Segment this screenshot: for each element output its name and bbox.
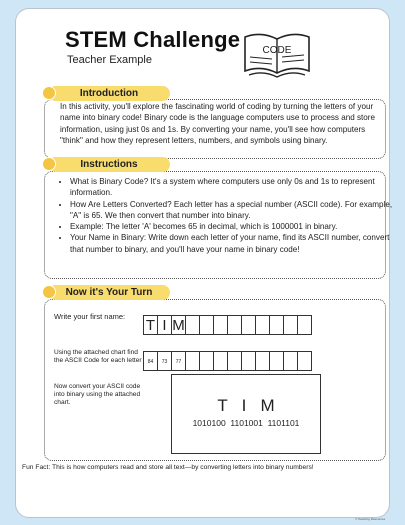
ascii-code-box[interactable]: 77 [171, 351, 186, 371]
fun-fact: Fun Fact: This is how computers read and store all text—by converting letters into binary numbers! [22, 464, 314, 471]
introduction-heading: Introduction [48, 86, 170, 101]
instructions-list [58, 176, 395, 255]
binary-prompt: Now convert your ASCII code into binary using the attached chart. [54, 383, 141, 407]
ascii-code-box[interactable] [199, 351, 214, 371]
name-letter-box[interactable] [213, 315, 228, 335]
name-letter-box[interactable]: T [143, 315, 158, 335]
result-letters: T I M [217, 396, 275, 415]
worksheet-page [15, 8, 393, 521]
ascii-code-box[interactable] [213, 351, 228, 371]
name-letter-box[interactable]: M [172, 317, 185, 334]
your-turn-heading: Now it's Your Turn [48, 285, 170, 300]
instruction-item: • Example: The letter 'A' becomes 65 in decimal, which is 1000001 in binary. [70, 221, 395, 232]
credit-text: © Teaching Resources [355, 517, 386, 521]
instructions-dot-icon [42, 157, 56, 171]
ascii-code-box[interactable]: 73 [157, 351, 172, 371]
instructions-heading: Instructions [48, 157, 170, 172]
ascii-code-box[interactable] [255, 351, 270, 371]
name-letter-box[interactable] [283, 315, 298, 335]
ascii-code-box[interactable] [269, 351, 284, 371]
name-letter-box[interactable] [269, 315, 284, 335]
ascii-code-box[interactable] [283, 351, 298, 371]
name-letter-box[interactable] [255, 315, 270, 335]
name-letter-box[interactable] [227, 315, 242, 335]
your-turn-dot-icon [42, 285, 56, 299]
instruction-item: • How Are Letters Converted? Each letter has a special number (ASCII code). For example, "A" is 65. We then convert that number into binary. [70, 199, 395, 222]
ascii-code-box[interactable] [227, 351, 242, 371]
instruction-item: • Your Name in Binary: Write down each letter of your name, find its ASCII number, convert that number to binary, and you'll have your name in binary code! [70, 232, 395, 255]
ascii-code-box[interactable] [297, 351, 312, 371]
name-prompt: Write your first name: [54, 312, 126, 321]
name-letter-box[interactable]: I [157, 315, 172, 335]
ascii-code-box[interactable] [185, 351, 200, 371]
introduction-text: In this activity, you'll explore the fascinating world of coding by turning the letters of your name into binary code! Binary code is the language computers use to process and store information, using just 0s and 1s. By converting your name, you'll see how computers "think" and how they represent letters, numbers, and symbols using binary. [60, 102, 375, 145]
page-subtitle: Teacher Example [67, 54, 152, 66]
ascii-code-box[interactable] [241, 351, 256, 371]
ascii-code-box[interactable]: 84 [143, 351, 158, 371]
result-binary: 1010100 1101001 1101101 [192, 418, 300, 428]
name-letter-box[interactable] [199, 315, 214, 335]
name-letter-box[interactable] [185, 315, 200, 335]
name-letter-box[interactable] [241, 315, 256, 335]
introduction-dot-icon [42, 86, 56, 100]
instruction-item: • What is Binary Code? It's a system where computers use only 0s and 1s to represent information. [70, 176, 395, 199]
page-title: STEM Challenge [65, 27, 241, 52]
ascii-prompt: Using the attached chart find the ASCII Code for each letter [54, 349, 142, 365]
book-label: CODE [262, 45, 292, 56]
binary-result-box[interactable] [171, 374, 321, 454]
open-book-icon [241, 27, 313, 81]
name-letter-box[interactable] [297, 315, 312, 335]
